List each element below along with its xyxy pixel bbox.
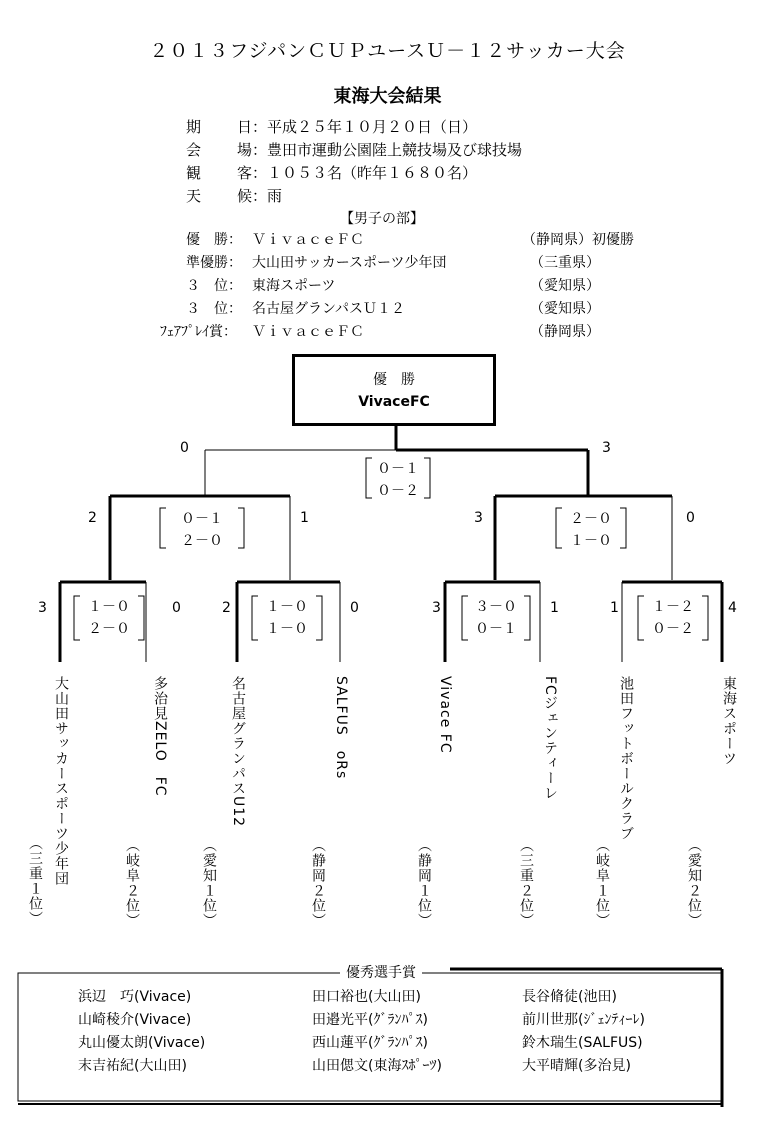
page-subtitle: 東海大会結果	[333, 86, 442, 107]
semi-right-subscores	[562, 508, 620, 552]
result-label: 優 勝：	[186, 232, 242, 248]
result-pref: （愛知県）	[530, 301, 600, 317]
team-pref-1: （三重１位）	[27, 836, 43, 926]
qf4-score-left: 1	[610, 600, 619, 616]
awards-title: 優秀選手賞	[340, 962, 422, 982]
qf3-score-left: 3	[432, 600, 441, 616]
qf3-score-right: 1	[550, 600, 559, 616]
qf2-score-left: 2	[222, 600, 231, 616]
info-row-audience: 観 客：１０５３名（昨年１６８０名）	[186, 162, 522, 185]
team-name-5: Vivace FC	[437, 676, 453, 754]
result-label: ３ 位：	[186, 301, 242, 317]
result-label: ３ 位：	[186, 278, 242, 294]
result-team: ＶｉｖａｃｅＦＣ	[252, 232, 364, 248]
info-value: １０５３名（昨年１６８０名）	[267, 164, 478, 182]
team-name-7: 池田フットボールクラブ	[618, 676, 634, 841]
subscore: ０－１	[475, 621, 517, 637]
qf3-subscores	[468, 596, 524, 640]
qf1-score-right: 0	[172, 600, 181, 616]
qf1-subscores	[80, 596, 138, 640]
team-pref-6: （三重２位）	[518, 838, 534, 928]
award-player: 前川世那(ｼﾞｪﾝﾃｨｰﾚ)	[522, 1012, 645, 1028]
final-score-left: 0	[180, 440, 189, 456]
info-row-weather: 天 候：雨	[186, 185, 522, 208]
result-team: 東海スポーツ	[252, 278, 336, 294]
team-pref-2: （岐阜２位）	[124, 838, 140, 928]
subscore: ２－０	[88, 621, 130, 637]
subscore: １－２	[652, 599, 694, 615]
team-name-3: 名古屋グランパスU12	[230, 676, 246, 828]
result-team: 大山田サッカースポーツ少年団	[252, 255, 447, 271]
info-label: 会 場	[186, 141, 252, 159]
award-player: 浜辺 巧(Vivace)	[78, 989, 192, 1005]
info-label: 観 客	[186, 164, 252, 182]
subscore: ０－１	[181, 511, 223, 527]
result-label: 準優勝：	[186, 255, 242, 271]
champion-label: 優 勝	[373, 372, 415, 388]
result-pref: （愛知県）	[530, 278, 600, 294]
semi-left-score-left: 2	[88, 510, 97, 526]
team-name-6: FCジェンティーレ	[542, 676, 558, 801]
semi-left-subscores	[166, 508, 238, 552]
award-player: 丸山優太朗(Vivace)	[78, 1035, 206, 1051]
info-label: 天 候	[186, 187, 252, 205]
champion-box	[292, 354, 496, 426]
subscore: ３－０	[475, 599, 517, 615]
info-value: 豊田市運動公園陸上競技場及び球技場	[267, 141, 523, 159]
qf1-score-left: 3	[38, 600, 47, 616]
final-score-right: 3	[602, 440, 611, 456]
final-subscores	[372, 458, 424, 502]
award-player: 田口裕也(大山田)	[312, 989, 421, 1005]
awards-column-3	[522, 986, 645, 1078]
award-player: 山崎稜介(Vivace)	[78, 1012, 192, 1028]
team-pref-8: （愛知２位）	[686, 838, 702, 928]
info-row-date: 期 日：平成２５年１０月２０日（日）	[186, 116, 522, 139]
qf4-subscores	[644, 596, 702, 640]
award-player: 田邉光平(ｸﾞﾗﾝﾊﾟｽ)	[312, 1012, 428, 1028]
award-player: 長谷脩徒(池田)	[522, 989, 617, 1005]
qf2-score-right: 0	[350, 600, 359, 616]
awards-column-1	[78, 986, 205, 1078]
subscore: １－０	[570, 533, 612, 549]
champion-team: VivaceFC	[358, 394, 430, 410]
team-name-1: 大山田サッカースポーツ少年団	[53, 676, 69, 886]
result-label: ﾌｪｱﾌﾟﾚｲ賞：	[160, 324, 237, 340]
info-value: 平成２５年１０月２０日（日）	[267, 118, 478, 136]
team-name-4: SALFUS oRs	[333, 676, 349, 780]
qf4-score-right: 4	[728, 600, 737, 616]
subscore: ０－２	[377, 483, 419, 499]
semi-right-score-right: 0	[686, 510, 695, 526]
team-pref-4: （静岡２位）	[310, 838, 326, 928]
subscore: ２－０	[570, 511, 612, 527]
award-player: 西山蓮平(ｸﾞﾗﾝﾊﾟｽ)	[312, 1035, 428, 1051]
subscore: ２－０	[181, 533, 223, 549]
team-pref-5: （静岡１位）	[416, 838, 432, 928]
result-pref: （静岡県）	[530, 324, 600, 340]
team-name-2: 多治見ZELO FC	[152, 676, 168, 797]
result-team: 名古屋グランパスＵ１２	[252, 301, 406, 317]
subscore: １－０	[88, 599, 130, 615]
team-pref-3: （愛知１位）	[201, 838, 217, 928]
team-pref-7: （岐阜１位）	[594, 838, 610, 928]
semi-left-score-right: 1	[300, 510, 309, 526]
subscore: ０－２	[652, 621, 694, 637]
subscore: １－０	[266, 599, 308, 615]
info-row-venue: 会 場：豊田市運動公園陸上競技場及び球技場	[186, 139, 522, 162]
awards-column-2	[312, 986, 442, 1078]
subscore: １－０	[266, 621, 308, 637]
tournament-title: ２０１３フジパンＣＵＰユースＵ－１２サッカー大会	[149, 40, 626, 62]
info-value: 雨	[267, 187, 283, 205]
award-player: 末吉祐紀(大山田)	[78, 1058, 187, 1074]
result-pref: （静岡県）初優勝	[522, 232, 634, 248]
award-player: 鈴木瑞生(SALFUS)	[522, 1035, 643, 1051]
semi-right-score-left: 3	[474, 510, 483, 526]
result-team: ＶｉｖａｃｅＦＣ	[252, 324, 364, 340]
award-player: 大平晴輝(多治見)	[522, 1058, 631, 1074]
section-heading: 【男子の部】	[340, 211, 424, 227]
award-player: 山田偲文(東海ｽﾎﾟｰﾂ)	[312, 1058, 442, 1074]
qf2-subscores	[258, 596, 316, 640]
subscore: ０－１	[377, 461, 419, 477]
result-pref: （三重県）	[530, 255, 600, 271]
info-label: 期 日	[186, 118, 252, 136]
team-name-8: 東海スポーツ	[721, 676, 737, 766]
